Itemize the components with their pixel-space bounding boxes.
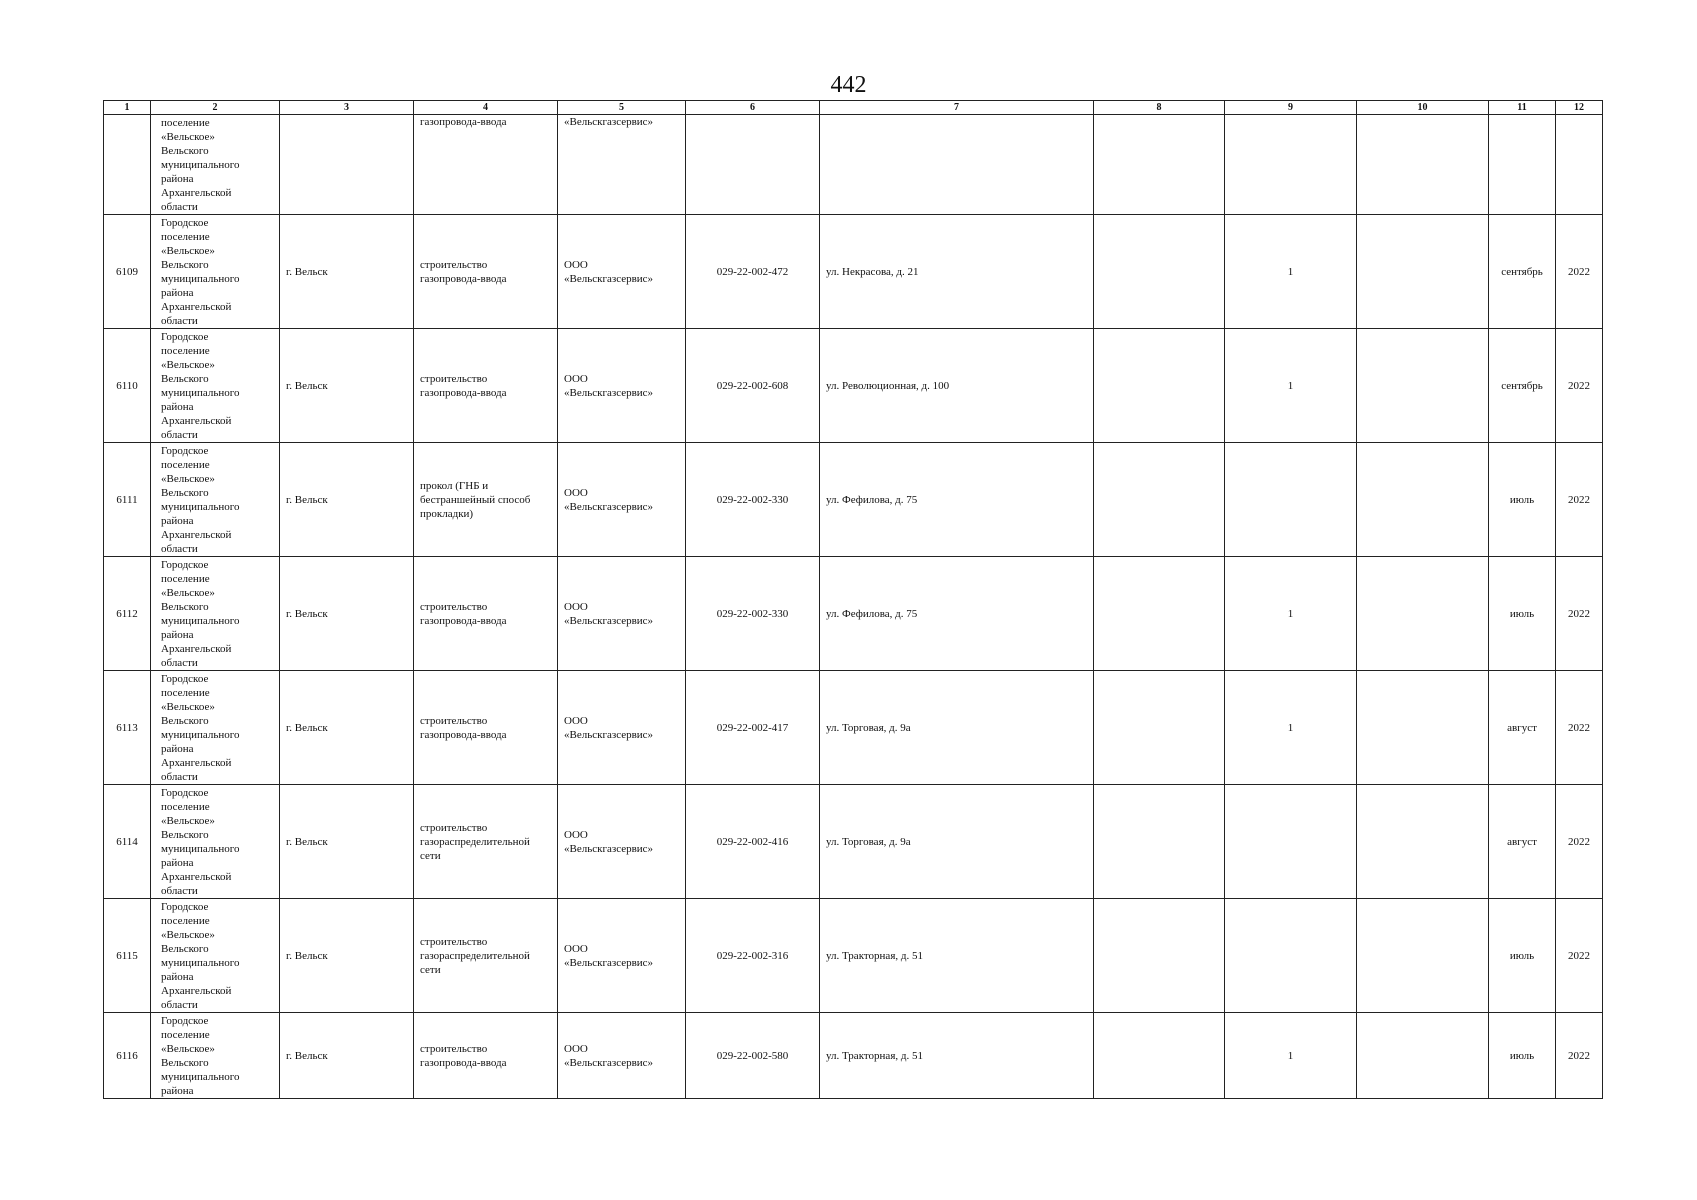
year-text: 2022 (1568, 721, 1590, 734)
row-number-text: 6110 (116, 379, 138, 392)
col9-text: 1 (1287, 1049, 1294, 1062)
col9-cell (1225, 671, 1357, 785)
organization-text: ООО «Вельскгазсервис» (564, 1042, 654, 1069)
municipality-cell (151, 557, 280, 671)
month-text: июль (1509, 607, 1535, 620)
settlement-cell (280, 557, 414, 671)
work-type-text: строительство газопровода-ввода (420, 714, 507, 741)
organization-text: ООО «Вельскгазсервис» (564, 372, 654, 399)
settlement-cell (280, 443, 414, 557)
organization-cell (558, 215, 686, 329)
settlement-cell (280, 215, 414, 329)
work-type-text: строительство газораспределительной сети (420, 935, 530, 976)
col9-text: 1 (1287, 721, 1294, 734)
month-cell (1489, 557, 1556, 671)
column-number-row (104, 101, 1603, 115)
month-text: июль (1509, 949, 1535, 962)
code-text: 029-22-002-330 (716, 607, 789, 620)
col8-cell (1094, 671, 1225, 785)
municipality-cell (151, 785, 280, 899)
col10-cell (1357, 1013, 1489, 1099)
work-type-cell (414, 329, 558, 443)
column-header: 3 (280, 101, 414, 115)
municipality-text: Городское поселение «Вельское» Вельского муниципального района (161, 1015, 240, 1097)
address-text: ул. Некрасова, д. 21 (826, 265, 919, 278)
work-type-cell (414, 557, 558, 671)
row-number-cell (104, 557, 151, 671)
organization-text: ООО «Вельскгазсервис» (564, 258, 654, 285)
year-cell (1556, 443, 1603, 557)
municipality-text: Городское поселение «Вельское» Вельского муниципального района Архангельской области (161, 901, 240, 1011)
year-cell (1556, 115, 1603, 215)
organization-text: ООО «Вельскгазсервис» (564, 714, 654, 741)
code-cell (686, 443, 820, 557)
work-type-text: строительство газопровода-ввода (420, 258, 507, 285)
work-type-text: строительство газопровода-ввода (420, 1042, 507, 1069)
col10-cell (1357, 329, 1489, 443)
municipality-cell (151, 671, 280, 785)
col8-cell (1094, 329, 1225, 443)
organization-cell (558, 671, 686, 785)
municipality-cell (151, 329, 280, 443)
address-cell (820, 785, 1094, 899)
month-cell (1489, 785, 1556, 899)
organization-text: ООО «Вельскгазсервис» (564, 942, 654, 969)
year-text: 2022 (1568, 949, 1590, 962)
municipality-text: Городское поселение «Вельское» Вельского муниципального района Архангельской области (161, 445, 240, 555)
organization-text: ООО «Вельскгазсервис» (564, 486, 654, 513)
table-row (104, 557, 1603, 671)
code-text: 029-22-002-330 (716, 493, 789, 506)
col10-cell (1357, 899, 1489, 1013)
code-text: 029-22-002-316 (716, 949, 789, 962)
column-header: 1 (104, 101, 151, 115)
row-number-cell (104, 215, 151, 329)
year-text: 2022 (1568, 493, 1590, 506)
municipality-cell (151, 215, 280, 329)
code-text: 029-22-002-580 (716, 1049, 789, 1062)
organization-cell (558, 557, 686, 671)
settlement-cell (280, 899, 414, 1013)
column-header: 12 (1556, 101, 1603, 115)
settlement-cell (280, 329, 414, 443)
table-row (104, 1013, 1603, 1099)
year-cell (1556, 215, 1603, 329)
row-number-cell (104, 1013, 151, 1099)
organization-text: «Вельскгазсервис» (564, 116, 654, 128)
work-type-cell (414, 115, 558, 215)
row-number-cell (104, 329, 151, 443)
work-type-cell (414, 899, 558, 1013)
column-header: 10 (1357, 101, 1489, 115)
code-cell (686, 899, 820, 1013)
year-cell (1556, 329, 1603, 443)
code-cell (686, 671, 820, 785)
col10-cell (1357, 443, 1489, 557)
organization-cell (558, 899, 686, 1013)
col10-cell (1357, 115, 1489, 215)
year-cell (1556, 785, 1603, 899)
settlement-text: г. Вельск (286, 721, 328, 734)
address-text: ул. Торговая, д. 9а (826, 835, 911, 848)
municipality-cell (151, 1013, 280, 1099)
month-cell (1489, 215, 1556, 329)
municipality-cell (151, 443, 280, 557)
municipality-text: Городское поселение «Вельское» Вельского муниципального района Архангельской области (161, 787, 240, 897)
address-text: ул. Тракторная, д. 51 (826, 1049, 923, 1062)
year-text: 2022 (1568, 379, 1590, 392)
address-cell (820, 115, 1094, 215)
col8-cell (1094, 899, 1225, 1013)
organization-cell (558, 443, 686, 557)
month-text: июль (1509, 493, 1535, 506)
column-header: 2 (151, 101, 280, 115)
settlement-text: г. Вельск (286, 379, 328, 392)
col8-cell (1094, 115, 1225, 215)
settlement-cell (280, 671, 414, 785)
organization-cell (558, 785, 686, 899)
row-number-text: 6113 (116, 721, 138, 734)
organization-cell (558, 115, 686, 215)
page-number: 442 (830, 72, 867, 98)
month-text: август (1507, 721, 1537, 734)
code-cell (686, 557, 820, 671)
year-text: 2022 (1568, 265, 1590, 278)
col8-cell (1094, 785, 1225, 899)
row-number-cell (104, 671, 151, 785)
col9-cell (1225, 785, 1357, 899)
work-type-text: строительство газораспределительной сети (420, 821, 530, 862)
address-text: ул. Торговая, д. 9а (826, 721, 911, 734)
address-text: ул. Тракторная, д. 51 (826, 949, 923, 962)
work-type-text: строительство газопровода-ввода (420, 372, 507, 399)
row-number-cell (104, 443, 151, 557)
column-header: 5 (558, 101, 686, 115)
municipality-text: Городское поселение «Вельское» Вельского муниципального района Архангельской области (161, 559, 240, 669)
settlement-cell (280, 115, 414, 215)
col9-cell (1225, 557, 1357, 671)
month-text: август (1507, 835, 1537, 848)
settlement-cell (280, 785, 414, 899)
address-cell (820, 671, 1094, 785)
col9-cell (1225, 329, 1357, 443)
table-row (104, 671, 1603, 785)
col9-cell (1225, 899, 1357, 1013)
col9-text: 1 (1287, 265, 1294, 278)
work-type-cell (414, 215, 558, 329)
row-number-text: 6111 (116, 493, 138, 506)
row-number-text: 6112 (116, 607, 138, 620)
col8-cell (1094, 1013, 1225, 1099)
code-cell (686, 215, 820, 329)
code-text: 029-22-002-417 (716, 721, 789, 734)
col9-cell (1225, 1013, 1357, 1099)
address-cell (820, 215, 1094, 329)
table-row (104, 899, 1603, 1013)
table-row (104, 443, 1603, 557)
column-header: 7 (820, 101, 1094, 115)
organization-cell (558, 1013, 686, 1099)
year-cell (1556, 557, 1603, 671)
municipality-text: Городское поселение «Вельское» Вельского муниципального района Архангельской области (161, 217, 240, 327)
code-text: 029-22-002-416 (716, 835, 789, 848)
code-cell (686, 1013, 820, 1099)
column-header: 11 (1489, 101, 1556, 115)
row-number-cell (104, 899, 151, 1013)
month-cell (1489, 329, 1556, 443)
table-row (104, 215, 1603, 329)
month-cell (1489, 671, 1556, 785)
municipality-text: Городское поселение «Вельское» Вельского муниципального района Архангельской области (161, 673, 240, 783)
municipality-text: Городское поселение «Вельское» Вельского муниципального района Архангельской области (161, 331, 240, 441)
month-text: июль (1509, 1049, 1535, 1062)
row-number-text: 6116 (116, 1049, 138, 1062)
work-type-cell (414, 1013, 558, 1099)
column-header: 4 (414, 101, 558, 115)
code-cell (686, 329, 820, 443)
year-text: 2022 (1568, 835, 1590, 848)
register-table (103, 100, 1603, 1099)
col9-text: 1 (1287, 607, 1294, 620)
settlement-text: г. Вельск (286, 607, 328, 620)
municipality-cell (151, 899, 280, 1013)
year-text: 2022 (1568, 607, 1590, 620)
col8-cell (1094, 557, 1225, 671)
code-cell (686, 115, 820, 215)
col8-cell (1094, 443, 1225, 557)
table-row (104, 329, 1603, 443)
settlement-text: г. Вельск (286, 493, 328, 506)
col10-cell (1357, 557, 1489, 671)
col10-cell (1357, 215, 1489, 329)
column-header: 9 (1225, 101, 1357, 115)
month-text: сентябрь (1501, 379, 1543, 392)
row-number-cell (104, 785, 151, 899)
settlement-text: г. Вельск (286, 835, 328, 848)
col10-cell (1357, 671, 1489, 785)
settlement-text: г. Вельск (286, 265, 328, 278)
month-cell (1489, 443, 1556, 557)
work-type-text: строительство газопровода-ввода (420, 600, 507, 627)
settlement-text: г. Вельск (286, 949, 328, 962)
month-cell (1489, 115, 1556, 215)
organization-cell (558, 329, 686, 443)
month-cell (1489, 899, 1556, 1013)
work-type-text: прокол (ГНБ и бестраншейный способ прокладки) (420, 479, 531, 520)
month-text: сентябрь (1501, 265, 1543, 278)
work-type-cell (414, 785, 558, 899)
year-cell (1556, 899, 1603, 1013)
organization-text: ООО «Вельскгазсервис» (564, 828, 654, 855)
address-cell (820, 443, 1094, 557)
code-cell (686, 785, 820, 899)
address-cell (820, 329, 1094, 443)
month-cell (1489, 1013, 1556, 1099)
col9-cell (1225, 443, 1357, 557)
code-text: 029-22-002-472 (716, 265, 789, 278)
column-header: 6 (686, 101, 820, 115)
address-cell (820, 557, 1094, 671)
settlement-text: г. Вельск (286, 1049, 328, 1062)
year-cell (1556, 1013, 1603, 1099)
address-cell (820, 1013, 1094, 1099)
col9-text: 1 (1287, 379, 1294, 392)
row-number-text: 6109 (116, 265, 138, 278)
municipality-cell (151, 115, 280, 215)
col10-cell (1357, 785, 1489, 899)
code-text: 029-22-002-608 (716, 379, 789, 392)
col8-cell (1094, 215, 1225, 329)
address-cell (820, 899, 1094, 1013)
address-text: ул. Фефилова, д. 75 (826, 493, 918, 506)
address-text: ул. Фефилова, д. 75 (826, 607, 918, 620)
work-type-cell (414, 443, 558, 557)
row-number-text: 6115 (116, 949, 138, 962)
organization-text: ООО «Вельскгазсервис» (564, 600, 654, 627)
work-type-cell (414, 671, 558, 785)
work-type-text: газопровода-ввода (420, 116, 507, 128)
year-cell (1556, 671, 1603, 785)
row-number-text: 6114 (116, 835, 138, 848)
col9-cell (1225, 115, 1357, 215)
col9-cell (1225, 215, 1357, 329)
column-header: 8 (1094, 101, 1225, 115)
settlement-cell (280, 1013, 414, 1099)
table-row (104, 785, 1603, 899)
municipality-text: поселение «Вельское» Вельского муниципального района Архангельской области (161, 117, 240, 213)
row-number-cell (104, 115, 151, 215)
address-text: ул. Революционная, д. 100 (826, 379, 950, 392)
year-text: 2022 (1568, 1049, 1590, 1062)
continued-row (104, 115, 1603, 215)
